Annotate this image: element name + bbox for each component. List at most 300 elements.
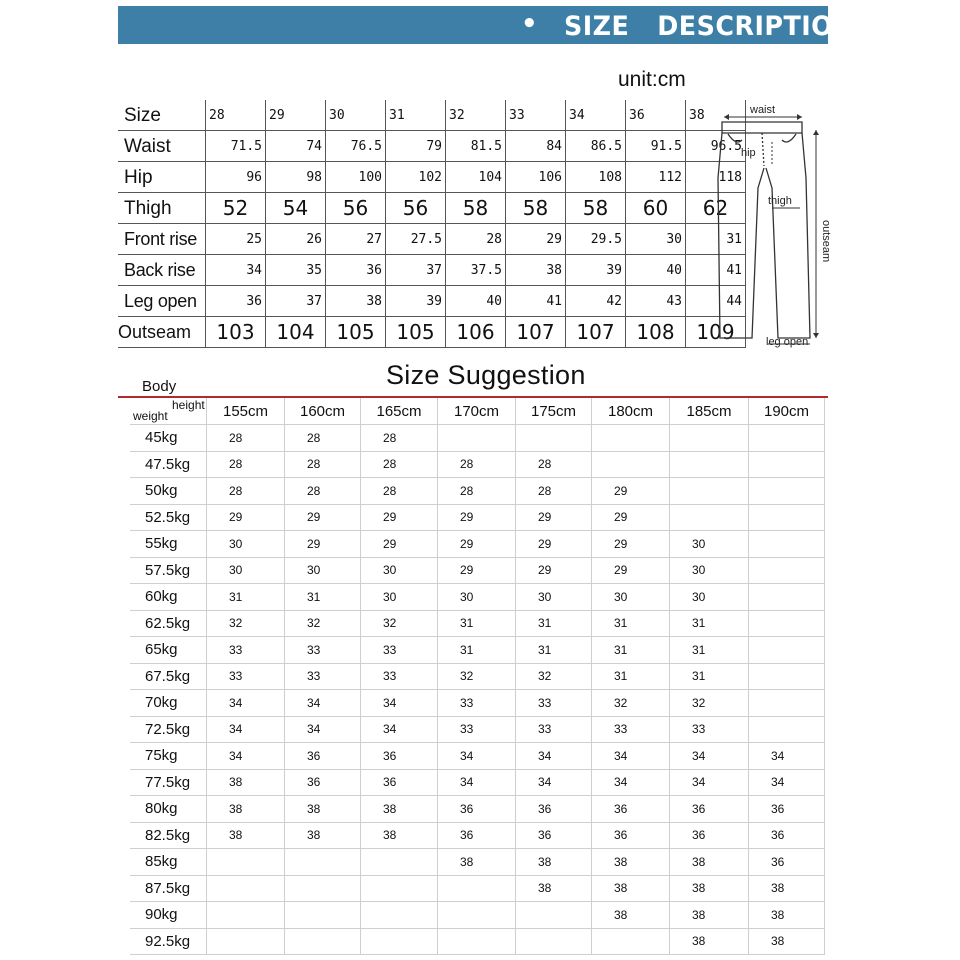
suggested-size-cell: 30 [516,584,592,611]
size-description-table [118,100,746,348]
suggested-size-cell: 36 [749,822,825,849]
suggested-size-cell: 29 [516,531,592,558]
suggested-size-cell: 32 [361,610,438,637]
size-cell: 74 [266,131,326,162]
suggested-size-cell: 28 [361,478,438,505]
suggested-size-cell: 32 [670,690,749,717]
size-cell: 30 [626,224,686,255]
weight-label: 52.5kg [130,504,207,531]
weight-label: 67.5kg [130,663,207,690]
size-cell: 54 [266,193,326,224]
suggestion-row [130,690,825,717]
suggested-size-cell: 29 [516,504,592,531]
size-row [118,317,746,348]
suggested-size-cell [749,690,825,717]
height-header: 160cm [285,398,361,425]
suggested-size-cell: 31 [670,637,749,664]
suggested-size-cell: 36 [516,796,592,823]
suggestion-row [130,663,825,690]
suggested-size-cell: 28 [207,478,285,505]
suggested-size-cell: 30 [361,557,438,584]
weight-label: 92.5kg [130,928,207,955]
suggested-size-cell: 34 [516,769,592,796]
suggested-size-cell: 38 [592,902,670,929]
size-cell: 44 [686,286,746,317]
size-cell: 34 [206,255,266,286]
suggested-size-cell: 34 [207,690,285,717]
suggested-size-cell: 36 [670,822,749,849]
suggested-size-cell: 38 [361,796,438,823]
size-cell: 39 [566,255,626,286]
suggested-size-cell [516,928,592,955]
size-cell: 60 [626,193,686,224]
suggested-size-cell: 30 [438,584,516,611]
suggested-size-cell [361,875,438,902]
size-cell: 56 [386,193,446,224]
suggested-size-cell: 30 [361,584,438,611]
suggested-size-cell [516,902,592,929]
suggested-size-cell: 31 [516,610,592,637]
diagram-label-outseam: outseam [820,220,832,263]
suggested-size-cell [285,849,361,876]
suggested-size-cell: 30 [670,557,749,584]
suggested-size-cell [749,663,825,690]
size-cell: 96.5 [686,131,746,162]
size-cell: 37 [266,286,326,317]
suggested-size-cell: 33 [516,690,592,717]
corner-weight-label: weight [133,409,168,423]
weight-label: 45kg [130,425,207,452]
size-cell: 30 [326,100,386,131]
weight-label: 87.5kg [130,875,207,902]
weight-label: 85kg [130,849,207,876]
suggested-size-cell: 30 [670,531,749,558]
suggested-size-cell: 30 [670,584,749,611]
suggested-size-cell: 29 [207,504,285,531]
suggested-size-cell: 34 [361,690,438,717]
size-cell: 91.5 [626,131,686,162]
size-cell: 38 [686,100,746,131]
suggested-size-cell: 34 [749,769,825,796]
suggested-size-cell: 32 [438,663,516,690]
suggested-size-cell: 34 [438,743,516,770]
suggested-size-cell: 34 [207,716,285,743]
suggested-size-cell [749,504,825,531]
size-cell: 36 [206,286,266,317]
size-cell: 71.5 [206,131,266,162]
suggested-size-cell: 38 [749,928,825,955]
suggested-size-cell: 36 [592,822,670,849]
suggested-size-cell: 32 [516,663,592,690]
suggested-size-cell: 33 [207,663,285,690]
suggestion-row [130,504,825,531]
size-cell: 36 [326,255,386,286]
size-cell: 32 [446,100,506,131]
suggestion-row [130,928,825,955]
size-cell: 37 [386,255,446,286]
size-cell: 37.5 [446,255,506,286]
body-label: Body [142,378,177,395]
suggested-size-cell: 34 [285,690,361,717]
size-cell: 108 [566,162,626,193]
suggested-size-cell: 38 [670,902,749,929]
suggested-size-cell: 34 [361,716,438,743]
size-row [118,286,746,317]
suggested-size-cell: 34 [207,743,285,770]
weight-label: 62.5kg [130,610,207,637]
suggested-size-cell: 31 [285,584,361,611]
size-cell: 112 [626,162,686,193]
size-cell: 108 [626,317,686,348]
suggestion-row [130,637,825,664]
size-cell: 27.5 [386,224,446,255]
suggested-size-cell: 38 [670,875,749,902]
size-cell: 41 [686,255,746,286]
suggested-size-cell: 36 [438,822,516,849]
weight-label: 75kg [130,743,207,770]
suggested-size-cell: 28 [285,478,361,505]
suggested-size-cell: 29 [438,531,516,558]
suggestion-row [130,743,825,770]
size-cell: 109 [686,317,746,348]
size-row-label: Back rise [118,255,206,286]
suggested-size-cell: 34 [438,769,516,796]
size-cell: 58 [446,193,506,224]
size-cell: 107 [506,317,566,348]
suggested-size-cell [749,451,825,478]
suggested-size-cell: 28 [285,451,361,478]
suggestion-row [130,875,825,902]
size-row [118,162,746,193]
suggested-size-cell: 29 [361,504,438,531]
weight-label: 55kg [130,531,207,558]
suggested-size-cell [592,425,670,452]
suggested-size-cell: 38 [592,849,670,876]
suggested-size-cell: 34 [592,769,670,796]
height-header: 155cm [207,398,285,425]
suggested-size-cell: 32 [285,610,361,637]
suggested-size-cell: 38 [361,822,438,849]
size-cell: 40 [626,255,686,286]
suggestion-row [130,902,825,929]
suggested-size-cell: 38 [207,796,285,823]
suggested-size-cell [516,425,592,452]
suggested-size-cell: 34 [749,743,825,770]
suggested-size-cell [207,928,285,955]
suggested-size-cell: 38 [438,849,516,876]
weight-label: 82.5kg [130,822,207,849]
corner-cell [130,398,207,425]
diagram-label-thigh: thigh [768,195,792,207]
size-cell: 33 [506,100,566,131]
size-row [118,255,746,286]
suggested-size-cell: 28 [516,451,592,478]
weight-label: 57.5kg [130,557,207,584]
suggested-size-cell: 29 [285,531,361,558]
size-cell: 38 [326,286,386,317]
suggested-size-cell: 38 [749,902,825,929]
suggested-size-cell: 28 [207,425,285,452]
size-cell: 40 [446,286,506,317]
trouser-diagram [698,100,830,352]
size-row-label: Leg open [118,286,206,317]
suggested-size-cell: 31 [516,637,592,664]
suggested-size-cell: 34 [670,769,749,796]
suggested-size-cell: 29 [592,478,670,505]
size-cell: 36 [626,100,686,131]
suggested-size-cell: 38 [207,822,285,849]
size-cell: 98 [266,162,326,193]
suggested-size-cell: 36 [361,743,438,770]
trouser-outline-icon [698,100,830,352]
suggested-size-cell: 28 [438,451,516,478]
suggested-size-cell: 33 [516,716,592,743]
weight-label: 77.5kg [130,769,207,796]
suggested-size-cell [749,584,825,611]
suggested-size-cell: 34 [516,743,592,770]
suggested-size-cell: 33 [207,637,285,664]
suggested-size-cell: 36 [285,743,361,770]
size-cell: 86.5 [566,131,626,162]
suggested-size-cell: 31 [592,637,670,664]
suggestion-row [130,822,825,849]
suggestion-row [130,716,825,743]
size-cell: 106 [506,162,566,193]
suggested-size-cell [670,504,749,531]
size-cell: 25 [206,224,266,255]
suggested-size-cell: 34 [670,743,749,770]
suggested-size-cell: 33 [592,716,670,743]
size-cell: 103 [206,317,266,348]
height-header: 165cm [361,398,438,425]
size-cell: 26 [266,224,326,255]
suggested-size-cell: 38 [285,822,361,849]
size-row-label: Waist [118,131,206,162]
suggestion-row [130,425,825,452]
suggested-size-cell [749,531,825,558]
weight-label: 60kg [130,584,207,611]
suggested-size-cell [438,425,516,452]
suggested-size-cell: 38 [670,928,749,955]
suggested-size-cell [592,928,670,955]
suggested-size-cell: 29 [438,504,516,531]
suggested-size-cell: 33 [438,716,516,743]
size-cell: 62 [686,193,746,224]
size-cell: 105 [326,317,386,348]
suggested-size-cell: 32 [592,690,670,717]
size-cell: 34 [566,100,626,131]
suggested-size-cell: 36 [516,822,592,849]
weight-label: 65kg [130,637,207,664]
suggested-size-cell: 29 [285,504,361,531]
size-cell: 118 [686,162,746,193]
size-row [118,131,746,162]
size-cell: 84 [506,131,566,162]
size-cell: 43 [626,286,686,317]
suggestion-row [130,769,825,796]
height-header: 190cm [749,398,825,425]
banner-bullet: • [521,9,538,39]
suggested-size-cell: 33 [361,663,438,690]
suggested-size-cell: 38 [749,875,825,902]
size-row-label: Thigh [118,193,206,224]
size-cell: 81.5 [446,131,506,162]
suggested-size-cell: 28 [285,425,361,452]
size-cell: 35 [266,255,326,286]
suggested-size-cell: 29 [592,504,670,531]
height-header: 170cm [438,398,516,425]
suggested-size-cell [749,716,825,743]
size-row-label: Size [118,100,206,131]
size-cell: 28 [446,224,506,255]
suggestion-row [130,478,825,505]
size-row [118,193,746,224]
suggested-size-cell: 30 [207,557,285,584]
size-row-label: Front rise [118,224,206,255]
suggested-size-cell [592,451,670,478]
size-cell: 106 [446,317,506,348]
diagram-label-waist: waist [750,104,776,116]
suggestion-row [130,451,825,478]
suggested-size-cell: 30 [592,584,670,611]
size-cell: 107 [566,317,626,348]
suggested-size-cell: 36 [749,796,825,823]
suggested-size-cell: 28 [361,451,438,478]
suggested-size-cell: 31 [670,610,749,637]
size-suggestion-table [130,398,825,955]
suggested-size-cell: 38 [670,849,749,876]
suggested-size-cell: 33 [285,663,361,690]
height-header: 175cm [516,398,592,425]
suggested-size-cell: 33 [670,716,749,743]
suggested-size-cell: 30 [207,531,285,558]
suggestion-header-row [130,398,825,425]
size-suggestion-title: Size Suggestion [386,360,586,390]
height-header: 185cm [670,398,749,425]
weight-label: 80kg [130,796,207,823]
suggested-size-cell [670,451,749,478]
suggested-size-cell: 36 [592,796,670,823]
size-cell: 104 [446,162,506,193]
size-cell: 41 [506,286,566,317]
corner-height-label: height [172,398,205,412]
size-row [118,224,746,255]
size-cell: 28 [206,100,266,131]
size-cell: 104 [266,317,326,348]
size-cell: 76.5 [326,131,386,162]
suggested-size-cell: 33 [438,690,516,717]
height-header: 180cm [592,398,670,425]
suggestion-row [130,610,825,637]
suggested-size-cell [207,849,285,876]
suggested-size-cell: 28 [361,425,438,452]
suggested-size-cell [361,849,438,876]
suggested-size-cell [285,875,361,902]
unit-label: unit:cm [618,68,686,91]
suggested-size-cell: 38 [207,769,285,796]
suggested-size-cell [749,610,825,637]
suggested-size-cell: 28 [516,478,592,505]
suggested-size-cell [207,875,285,902]
suggested-size-cell: 33 [285,637,361,664]
diagram-label-leg-open: leg open [766,336,809,348]
suggested-size-cell: 38 [516,875,592,902]
weight-label: 50kg [130,478,207,505]
suggested-size-cell: 30 [285,557,361,584]
size-cell: 29.5 [566,224,626,255]
suggested-size-cell [749,637,825,664]
size-cell: 31 [386,100,446,131]
size-cell: 27 [326,224,386,255]
suggested-size-cell: 31 [592,663,670,690]
suggested-size-cell: 29 [592,531,670,558]
suggested-size-cell: 31 [670,663,749,690]
suggested-size-cell: 38 [285,796,361,823]
suggested-size-cell: 33 [361,637,438,664]
suggested-size-cell: 34 [592,743,670,770]
suggested-size-cell: 36 [285,769,361,796]
weight-label: 70kg [130,690,207,717]
suggested-size-cell: 29 [438,557,516,584]
size-cell: 29 [266,100,326,131]
suggested-size-cell: 31 [592,610,670,637]
suggested-size-cell: 38 [592,875,670,902]
suggested-size-cell [285,928,361,955]
size-cell: 58 [506,193,566,224]
header-banner [118,6,855,44]
size-cell: 52 [206,193,266,224]
suggested-size-cell [361,928,438,955]
size-cell: 79 [386,131,446,162]
suggestion-row [130,849,825,876]
suggested-size-cell: 31 [438,637,516,664]
diagram-label-hip: hip [741,147,756,159]
suggested-size-cell: 29 [361,531,438,558]
size-row-label: Outseam [118,317,206,348]
suggested-size-cell: 36 [670,796,749,823]
suggested-size-cell [361,902,438,929]
suggested-size-cell [207,902,285,929]
suggested-size-cell [749,425,825,452]
size-cell: 39 [386,286,446,317]
size-cell: 102 [386,162,446,193]
size-cell: 58 [566,193,626,224]
suggested-size-cell [749,557,825,584]
size-cell: 42 [566,286,626,317]
suggested-size-cell [438,875,516,902]
size-cell: 56 [326,193,386,224]
suggested-size-cell [749,478,825,505]
suggestion-row [130,557,825,584]
suggested-size-cell [285,902,361,929]
suggested-size-cell: 29 [516,557,592,584]
suggested-size-cell: 36 [438,796,516,823]
suggested-size-cell: 32 [207,610,285,637]
suggestion-row [130,531,825,558]
weight-label: 72.5kg [130,716,207,743]
suggested-size-cell [438,902,516,929]
weight-label: 47.5kg [130,451,207,478]
suggested-size-cell: 28 [438,478,516,505]
size-row-label: Hip [118,162,206,193]
suggested-size-cell: 31 [207,584,285,611]
banner-title: SIZE DESCRIPTION [564,11,855,42]
suggested-size-cell [670,425,749,452]
size-cell: 31 [686,224,746,255]
suggested-size-cell: 29 [592,557,670,584]
size-row [118,100,746,131]
suggested-size-cell: 34 [285,716,361,743]
